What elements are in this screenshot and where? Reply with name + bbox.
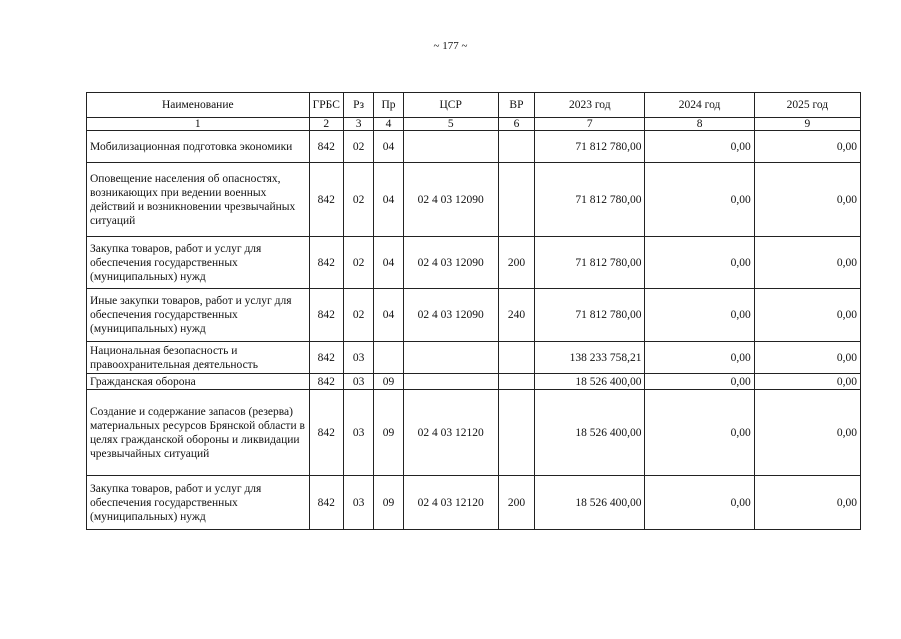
row-rz: 02 [343,237,373,289]
table-row [87,163,861,237]
row-2024: 0,00 [645,374,754,390]
budget-table [86,92,861,530]
row-2024: 0,00 [645,163,754,237]
row-pr: 09 [374,476,403,530]
header-grbs: ГРБС [309,93,343,118]
row-pr: 04 [374,289,403,342]
row-vr [498,342,534,374]
row-vr [498,390,534,476]
row-rz: 02 [343,289,373,342]
column-number: 3 [343,118,373,131]
table-row [87,131,861,163]
header-name: Наименование [87,93,310,118]
column-number: 7 [535,118,645,131]
row-2025: 0,00 [754,289,860,342]
column-number: 5 [403,118,498,131]
row-2024: 0,00 [645,342,754,374]
row-pr: 09 [374,390,403,476]
row-grbs: 842 [309,131,343,163]
row-csr: 02 4 03 12120 [403,476,498,530]
row-csr [403,374,498,390]
row-2025: 0,00 [754,342,860,374]
row-csr: 02 4 03 12090 [403,237,498,289]
row-2025: 0,00 [754,131,860,163]
row-csr: 02 4 03 12120 [403,390,498,476]
row-vr: 240 [498,289,534,342]
header-rz: Рз [343,93,373,118]
row-2025: 0,00 [754,237,860,289]
header-pr: Пр [374,93,403,118]
row-rz: 02 [343,163,373,237]
row-name: Закупка товаров, работ и услуг для обеспечения государственных (муниципальных) нужд [87,237,310,289]
row-rz: 03 [343,374,373,390]
row-pr [374,342,403,374]
row-2023: 71 812 780,00 [535,289,645,342]
header-vr: ВР [498,93,534,118]
row-2023: 71 812 780,00 [535,131,645,163]
table-row [87,374,861,390]
row-name: Создание и содержание запасов (резерва) материальных ресурсов Брянской области в целях гражданской обороны и ликвидации чрезвычайных ситуаций [87,390,310,476]
row-grbs: 842 [309,237,343,289]
table-row [87,390,861,476]
row-2025: 0,00 [754,476,860,530]
row-2023: 71 812 780,00 [535,163,645,237]
header-row [87,93,861,118]
column-number: 1 [87,118,310,131]
row-grbs: 842 [309,163,343,237]
row-name: Закупка товаров, работ и услуг для обеспечения государственных (муниципальных) нужд [87,476,310,530]
row-grbs: 842 [309,390,343,476]
row-grbs: 842 [309,342,343,374]
header-2024: 2024 год [645,93,754,118]
table-row [87,289,861,342]
row-grbs: 842 [309,374,343,390]
row-2023: 18 526 400,00 [535,390,645,476]
row-pr: 09 [374,374,403,390]
row-rz: 03 [343,476,373,530]
table-row [87,237,861,289]
row-vr: 200 [498,476,534,530]
row-csr [403,342,498,374]
row-rz: 02 [343,131,373,163]
row-2024: 0,00 [645,476,754,530]
row-vr: 200 [498,237,534,289]
row-2023: 71 812 780,00 [535,237,645,289]
header-csr: ЦСР [403,93,498,118]
column-number: 8 [645,118,754,131]
row-name: Национальная безопасность и правоохранительная деятельность [87,342,310,374]
row-2024: 0,00 [645,289,754,342]
header-2023: 2023 год [535,93,645,118]
column-number: 4 [374,118,403,131]
column-number: 2 [309,118,343,131]
row-rz: 03 [343,390,373,476]
header-2025: 2025 год [754,93,860,118]
table-row [87,342,861,374]
row-vr [498,163,534,237]
table-row [87,476,861,530]
column-number: 9 [754,118,860,131]
row-csr [403,131,498,163]
column-number: 6 [498,118,534,131]
column-numbers-row [87,118,861,131]
row-rz: 03 [343,342,373,374]
row-vr [498,374,534,390]
row-2024: 0,00 [645,237,754,289]
row-pr: 04 [374,163,403,237]
row-2023: 18 526 400,00 [535,476,645,530]
row-pr: 04 [374,131,403,163]
row-2023: 18 526 400,00 [535,374,645,390]
row-2024: 0,00 [645,131,754,163]
row-2024: 0,00 [645,390,754,476]
row-2025: 0,00 [754,163,860,237]
row-grbs: 842 [309,476,343,530]
page-number: ~ 177 ~ [433,40,468,52]
row-name: Гражданская оборона [87,374,310,390]
row-grbs: 842 [309,289,343,342]
row-name: Оповещение населения об опасностях, возникающих при ведении военных действий и возникновении чрезвычайных ситуаций [87,163,310,237]
row-name: Мобилизационная подготовка экономики [87,131,310,163]
row-2025: 0,00 [754,374,860,390]
row-pr: 04 [374,237,403,289]
row-2023: 138 233 758,21 [535,342,645,374]
row-vr [498,131,534,163]
row-2025: 0,00 [754,390,860,476]
row-name: Иные закупки товаров, работ и услуг для обеспечения государственных (муниципальных) нужд [87,289,310,342]
row-csr: 02 4 03 12090 [403,289,498,342]
row-csr: 02 4 03 12090 [403,163,498,237]
